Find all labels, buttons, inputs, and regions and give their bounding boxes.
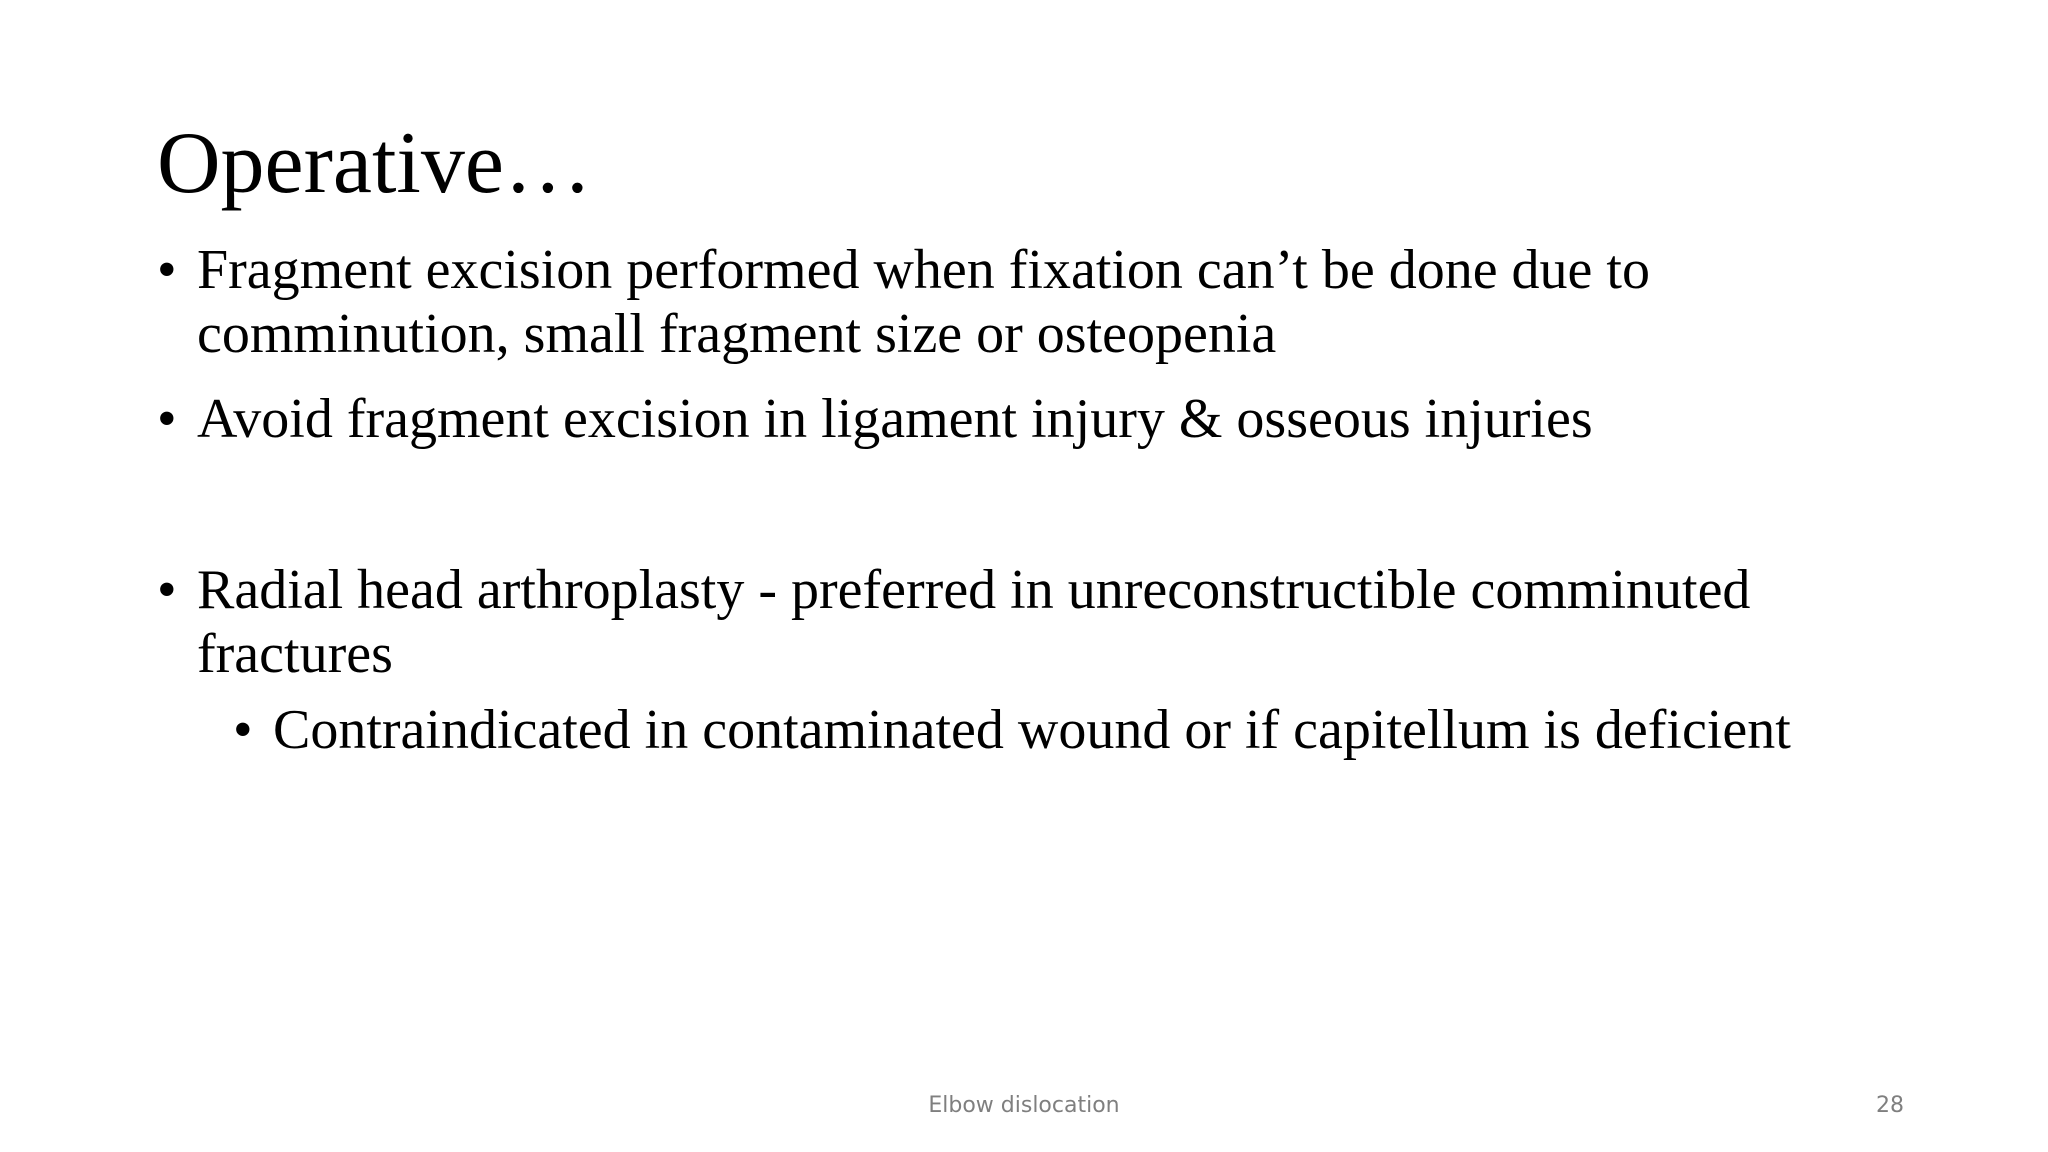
bullet-dot-icon: •	[233, 699, 253, 761]
bullet-dot-icon: •	[157, 388, 177, 450]
page-number: 28	[1876, 1093, 1904, 1118]
bullet-dot-icon: •	[157, 559, 177, 621]
bullet-item	[157, 387, 1917, 451]
bullet-item	[157, 558, 1917, 686]
bullet-text: Avoid fragment excision in ligament injury & osseous injuries	[197, 388, 1593, 450]
sub-bullet-text: Contraindicated in contaminated wound or if capitellum is deficient	[273, 699, 1791, 761]
slide-title: Operative…	[157, 115, 592, 212]
footer-label: Elbow dislocation	[928, 1093, 1120, 1118]
bullet-text: Fragment excision performed when fixation can’t be done due to comminution, small fragment size or osteopenia	[197, 239, 1650, 365]
sub-bullet-item	[233, 698, 1917, 762]
bullet-item	[157, 238, 1917, 366]
bullet-text: Radial head arthroplasty - preferred in unreconstructible comminuted fractures	[197, 559, 1751, 685]
bullet-dot-icon: •	[157, 239, 177, 301]
slide-body	[157, 238, 1917, 762]
